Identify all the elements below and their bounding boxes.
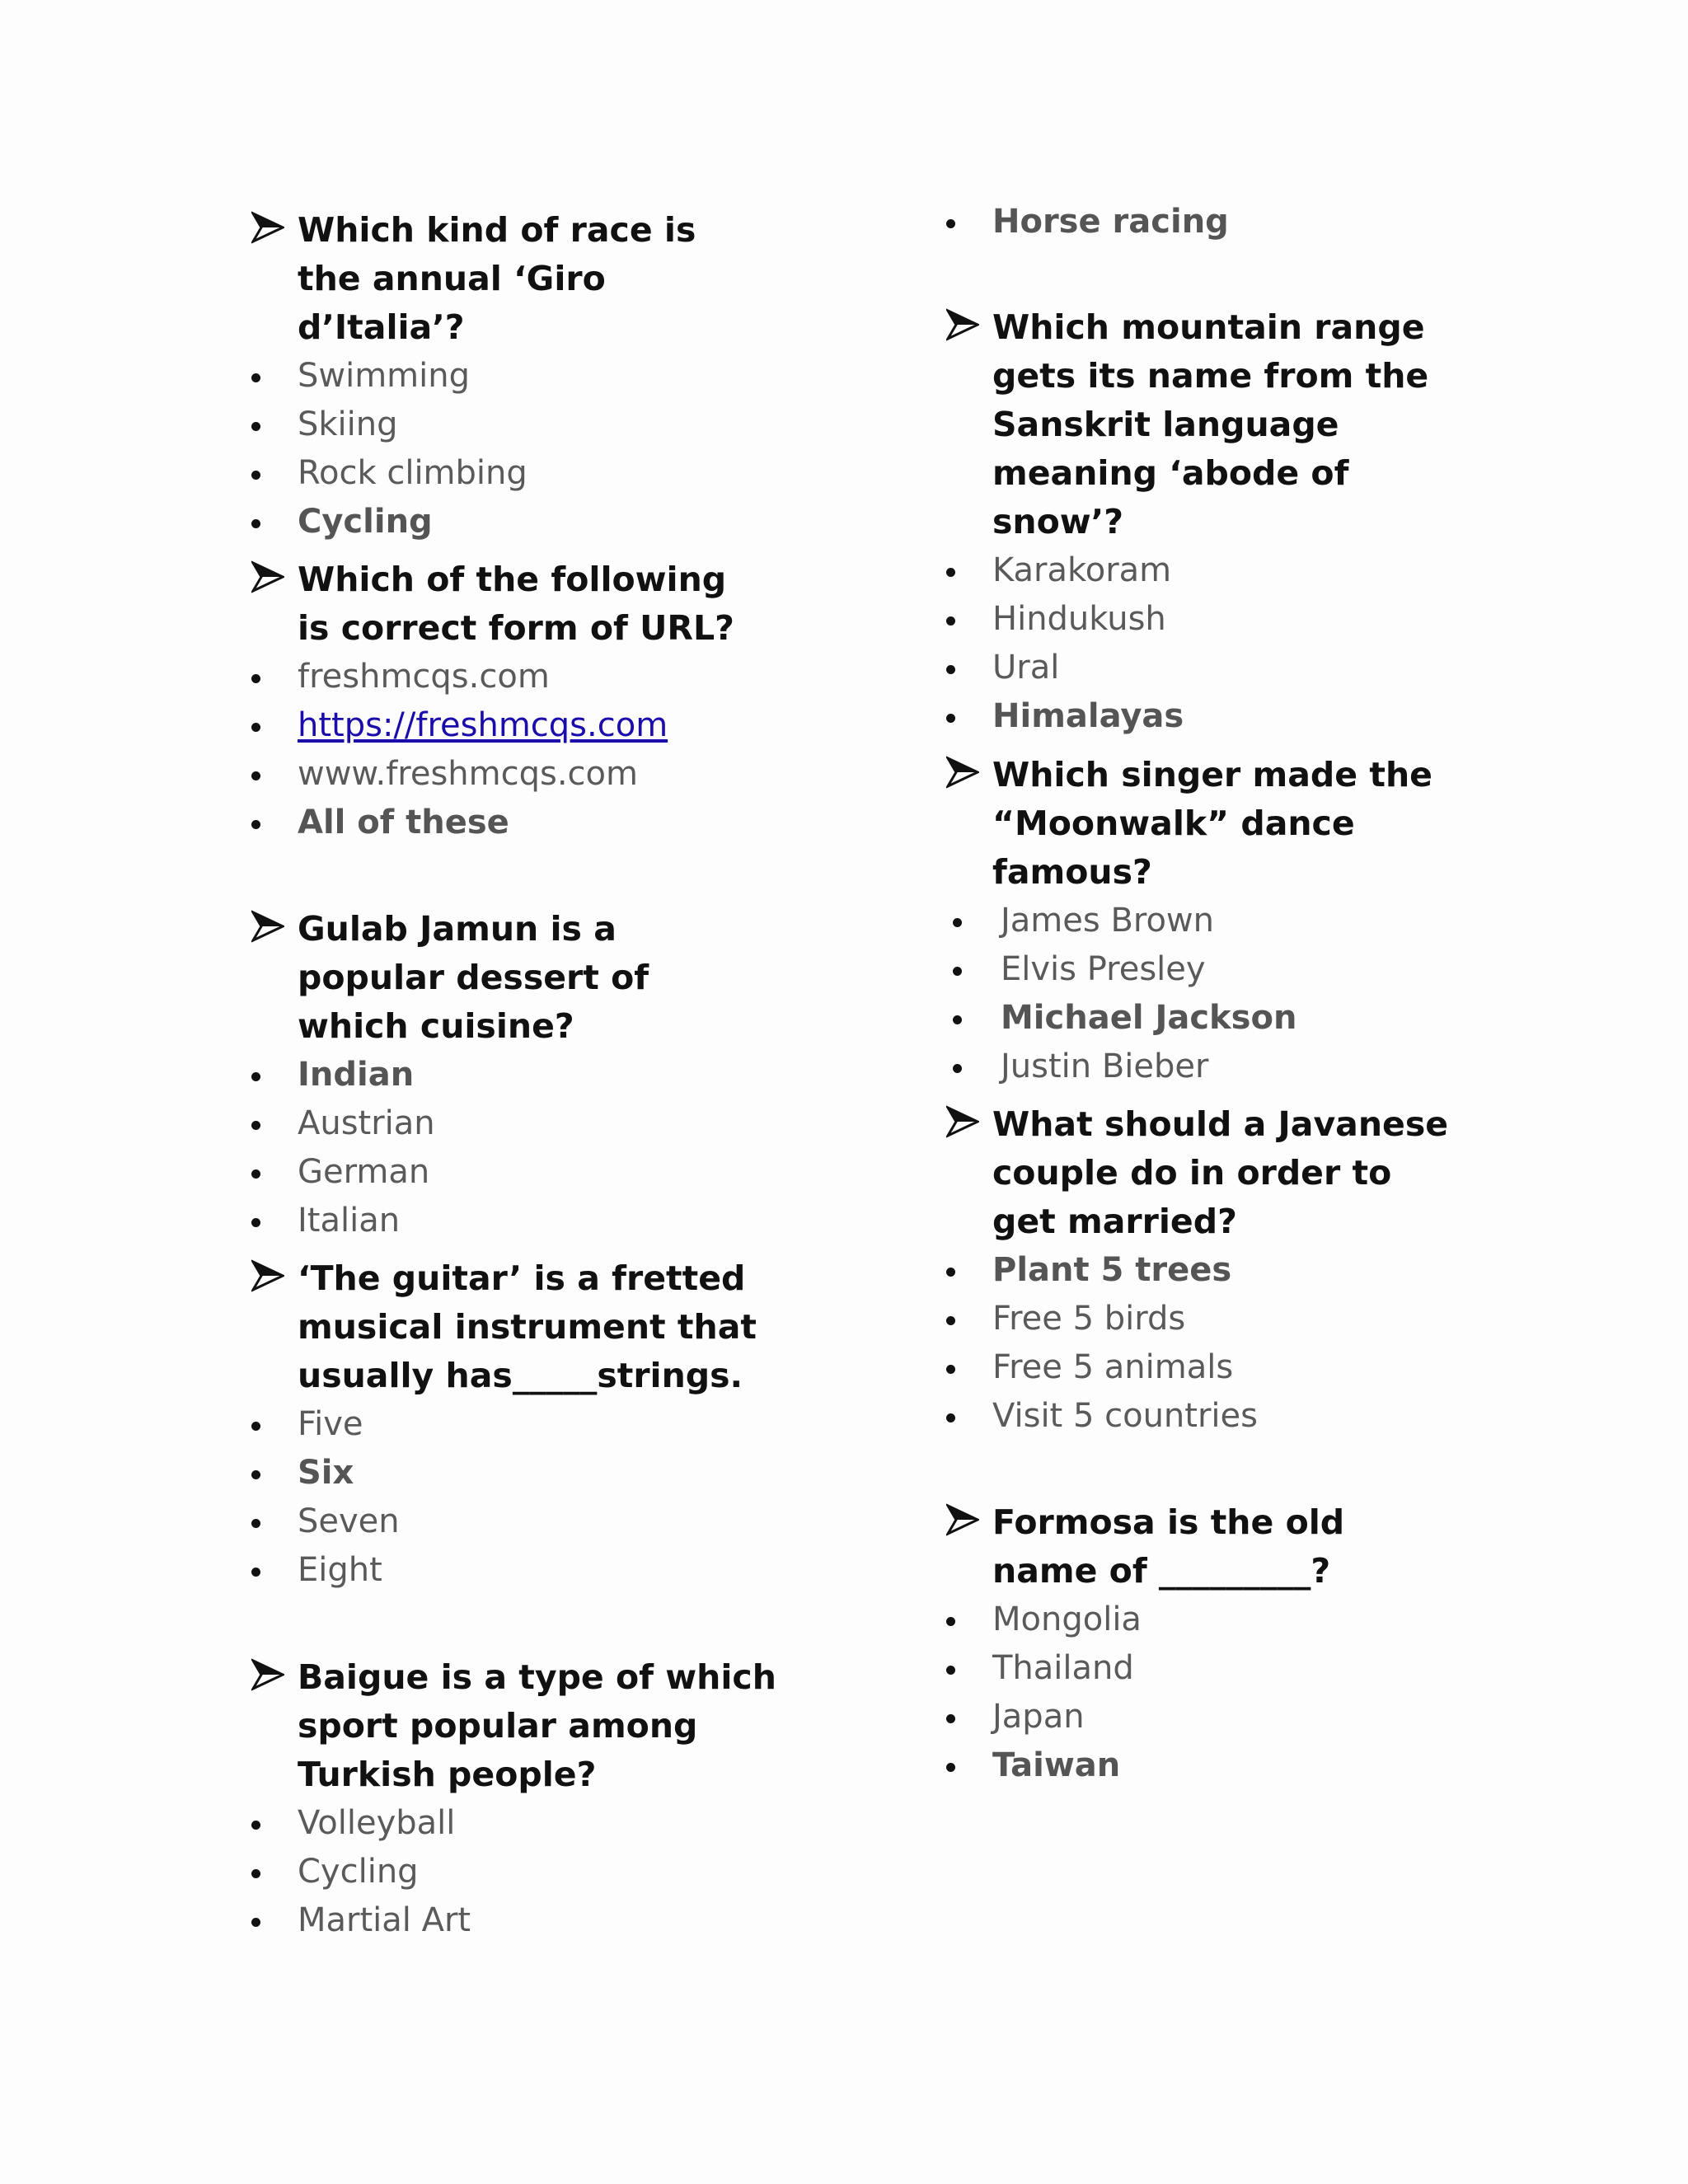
option-item-correct: Taiwan xyxy=(946,1741,1457,1790)
bullet-dot-icon xyxy=(946,1365,955,1374)
question-text: Which kind of race is the annual ‘Giro d’Italia’? xyxy=(298,210,696,347)
question-text: What should a Javanese couple do in order to get married? xyxy=(992,1104,1449,1241)
bullet-dot-icon xyxy=(946,1763,955,1772)
option-item: Free 5 birds xyxy=(946,1295,1457,1343)
bullet-dot-icon xyxy=(946,1413,955,1422)
options-list xyxy=(251,352,762,546)
arrow-bullet-icon xyxy=(251,1259,284,1292)
arrow-bullet-icon xyxy=(946,1503,979,1536)
options-list xyxy=(946,1246,1457,1441)
option-item-correct: Cycling xyxy=(251,498,762,546)
question-block-7 xyxy=(946,751,1490,1091)
question-block-9 xyxy=(946,1498,1457,1790)
option-item: Karakoram xyxy=(946,546,1490,595)
option-item: Cycling xyxy=(251,1848,795,1896)
bullet-dot-icon xyxy=(946,1617,955,1626)
question-2 xyxy=(251,555,762,653)
bullet-dot-icon xyxy=(946,1666,955,1675)
option-item: Ural xyxy=(946,644,1490,692)
bullet-dot-icon xyxy=(251,1519,260,1528)
option-item: Japan xyxy=(946,1693,1457,1741)
option-item-correct: Plant 5 trees xyxy=(946,1246,1457,1295)
options-list xyxy=(251,1051,762,1245)
option-item-correct: Horse racing xyxy=(946,198,1457,246)
option-item: Skiing xyxy=(251,401,762,449)
options-list xyxy=(251,1400,762,1595)
question-text: Which mountain range gets its name from the Sanskrit language meaning ‘abode of snow’? xyxy=(992,307,1429,541)
bullet-dot-icon xyxy=(251,674,260,683)
option-item: Five xyxy=(251,1400,762,1449)
bullet-dot-icon xyxy=(946,1714,955,1723)
bullet-dot-icon xyxy=(251,1470,260,1479)
bullet-dot-icon xyxy=(251,422,260,431)
option-item: Eight xyxy=(251,1546,762,1595)
arrow-bullet-icon xyxy=(251,910,284,943)
option-item-link[interactable] xyxy=(251,701,762,750)
bullet-dot-icon xyxy=(251,1121,260,1130)
options-list xyxy=(946,897,1490,1091)
bullet-dot-icon xyxy=(251,1218,260,1227)
option-item: Austrian xyxy=(251,1099,762,1148)
bullet-dot-icon xyxy=(251,373,260,382)
option-item: German xyxy=(251,1148,762,1197)
question-block-2 xyxy=(251,555,762,847)
bullet-dot-icon xyxy=(251,1869,260,1878)
question-6 xyxy=(946,303,1490,546)
bullet-dot-icon xyxy=(946,714,955,723)
options-list xyxy=(946,546,1490,741)
bullet-dot-icon xyxy=(251,820,260,829)
bullet-dot-icon xyxy=(953,967,962,976)
question-block-8 xyxy=(946,1100,1457,1441)
question-block-6 xyxy=(946,303,1490,741)
bullet-dot-icon xyxy=(946,1268,955,1277)
bullet-dot-icon xyxy=(251,771,260,780)
question-text: Formosa is the old name of _________? xyxy=(992,1502,1345,1591)
question-text: Gulab Jamun is a popular dessert of which cuisine? xyxy=(298,909,649,1046)
question-block-5 xyxy=(251,1653,795,1945)
url-link[interactable]: https://freshmcqs.com xyxy=(298,706,668,744)
option-item-correct: Himalayas xyxy=(946,692,1490,741)
bullet-dot-icon xyxy=(251,471,260,480)
option-item: Visit 5 countries xyxy=(946,1392,1457,1441)
question-block-5-continued xyxy=(946,198,1457,246)
option-item: Elvis Presley xyxy=(946,945,1490,994)
question-4 xyxy=(251,1254,762,1400)
bullet-dot-icon xyxy=(953,1015,962,1024)
options-list xyxy=(251,1799,795,1945)
option-item-correct: Indian xyxy=(251,1051,762,1099)
option-item: Thailand xyxy=(946,1644,1457,1693)
option-item: freshmcqs.com xyxy=(251,653,762,701)
option-item: Hindukush xyxy=(946,595,1490,644)
option-item-correct: All of these xyxy=(251,799,762,847)
option-item: Martial Art xyxy=(251,1896,795,1945)
bullet-dot-icon xyxy=(946,1316,955,1325)
option-item: Mongolia xyxy=(946,1596,1457,1644)
bullet-dot-icon xyxy=(251,1821,260,1830)
option-item: www.freshmcqs.com xyxy=(251,750,762,799)
arrow-bullet-icon xyxy=(251,1658,284,1691)
option-item: Seven xyxy=(251,1497,762,1546)
question-text: Baigue is a type of which sport popular among Turkish people? xyxy=(298,1657,776,1794)
option-item-correct: Michael Jackson xyxy=(946,994,1490,1043)
option-item: Swimming xyxy=(251,352,762,401)
bullet-dot-icon xyxy=(946,219,955,228)
question-5 xyxy=(251,1653,795,1799)
option-item: James Brown xyxy=(946,897,1490,945)
bullet-dot-icon xyxy=(251,1422,260,1431)
arrow-bullet-icon xyxy=(946,756,979,789)
arrow-bullet-icon xyxy=(251,560,284,593)
bullet-dot-icon xyxy=(251,1568,260,1577)
question-7 xyxy=(946,751,1490,897)
bullet-dot-icon xyxy=(251,1169,260,1179)
bullet-dot-icon xyxy=(953,1064,962,1073)
question-8 xyxy=(946,1100,1457,1246)
options-list xyxy=(251,653,762,847)
bullet-dot-icon xyxy=(251,723,260,732)
question-9 xyxy=(946,1498,1457,1596)
options-list xyxy=(946,198,1457,246)
question-text: Which of the following is correct form of URL? xyxy=(298,560,734,648)
option-item: Justin Bieber xyxy=(946,1043,1490,1091)
arrow-bullet-icon xyxy=(946,308,979,341)
options-list xyxy=(946,1596,1457,1790)
question-block-3 xyxy=(251,905,762,1245)
option-item: Volleyball xyxy=(251,1799,795,1848)
bullet-dot-icon xyxy=(946,616,955,626)
arrow-bullet-icon xyxy=(251,211,284,244)
question-text: ‘The guitar’ is a fretted musical instrument that usually has_____strings. xyxy=(298,1258,757,1395)
arrow-bullet-icon xyxy=(946,1105,979,1138)
option-item: Rock climbing xyxy=(251,449,762,498)
option-item: Italian xyxy=(251,1197,762,1245)
bullet-dot-icon xyxy=(251,519,260,528)
option-item: Free 5 animals xyxy=(946,1343,1457,1392)
question-block-4 xyxy=(251,1254,762,1595)
bullet-dot-icon xyxy=(953,918,962,927)
bullet-dot-icon xyxy=(946,568,955,577)
bullet-dot-icon xyxy=(251,1072,260,1081)
question-block-1 xyxy=(251,206,762,546)
question-1 xyxy=(251,206,762,352)
question-text: Which singer made the “Moonwalk” dance famous? xyxy=(992,755,1432,892)
question-3 xyxy=(251,905,762,1051)
option-item-correct: Six xyxy=(251,1449,762,1497)
bullet-dot-icon xyxy=(251,1918,260,1927)
bullet-dot-icon xyxy=(946,665,955,674)
